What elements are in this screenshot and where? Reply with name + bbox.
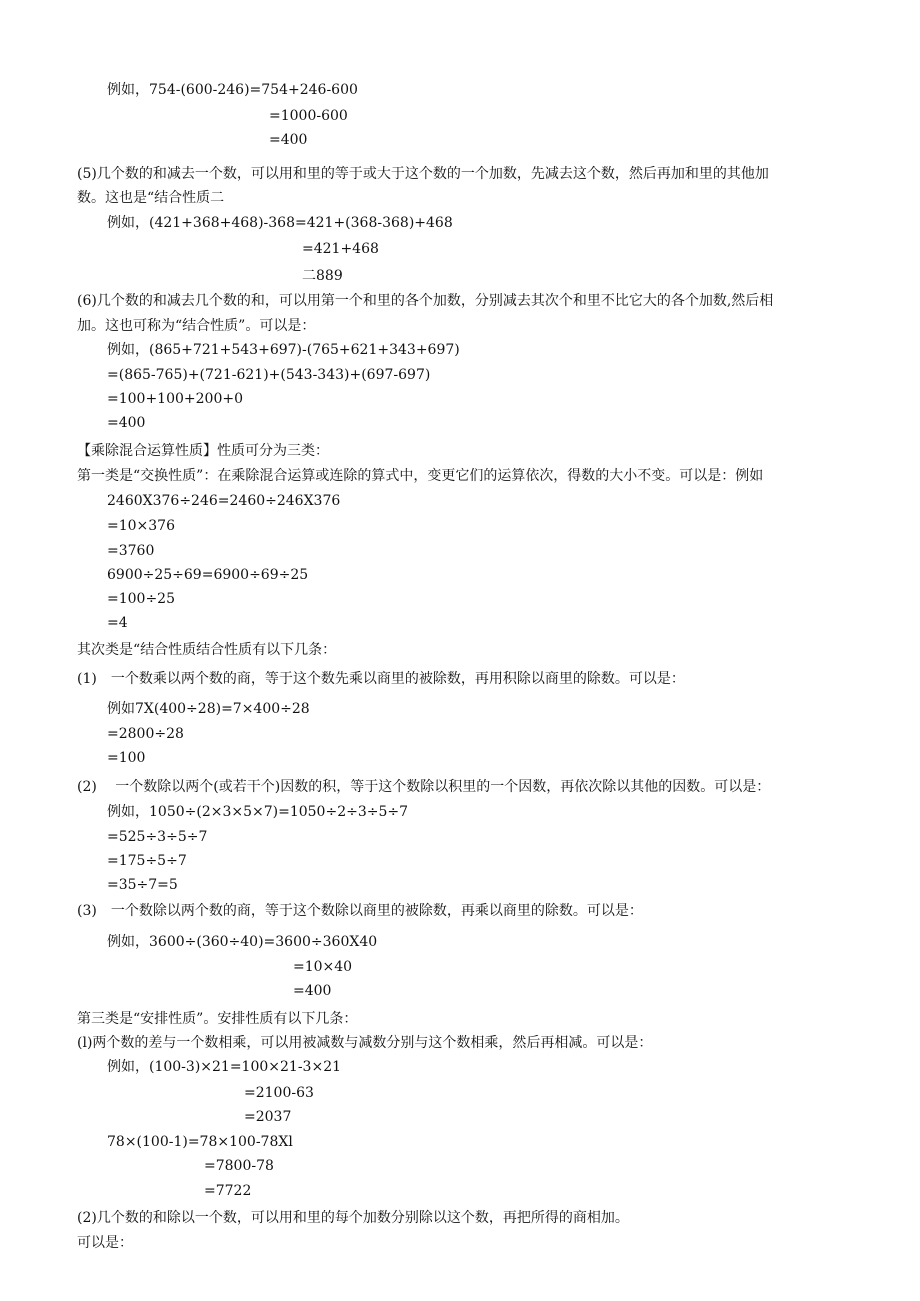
text-line: =400 <box>107 415 146 431</box>
text-line: =(865-765)+(721-621)+(543-343)+(697-697) <box>107 367 431 383</box>
text-line: =7800-78 <box>204 1158 274 1174</box>
text-line: 例如，3600÷(360÷40)=3600÷360X40 <box>107 934 378 950</box>
text-line: =10×376 <box>107 518 175 534</box>
text-line: (1) 一个数乘以两个数的商，等于这个数先乘以商里的被除数，再用积除以商里的除数。可以是： <box>77 671 685 687</box>
text-line: 二889 <box>302 268 343 284</box>
text-line: (3) 一个数除以两个数的商，等于这个数除以商里的被除数，再乘以商里的除数。可以是： <box>77 903 643 919</box>
text-line: =525÷3÷5÷7 <box>107 829 208 845</box>
text-line: =3760 <box>107 543 155 559</box>
text-line: 加。这也可称为“结合性质”。可以是： <box>77 318 316 334</box>
text-line: 例如，(865+721+543+697)-(765+621+343+697) <box>107 342 460 358</box>
text-line: 其次类是“结合性质结合性质有以下几条： <box>77 642 337 658</box>
text-line: =100÷25 <box>107 591 175 607</box>
text-line: 第三类是“安排性质”。安排性质有以下几条： <box>77 1011 358 1027</box>
text-line: (6)几个数的和减去几个数的和，可以用第一个和里的各个加数，分别减去其次个和里不比它大的各个加数,然后相 <box>77 293 774 309</box>
text-line: 例如，754-(600-246)=754+246-600 <box>107 82 358 98</box>
section-heading: 【乘除混合运算性质】性质可分为三类： <box>77 443 329 459</box>
text-line: =400 <box>293 983 332 999</box>
text-line: 例如，1050÷(2×3×5×7)=1050÷2÷3÷5÷7 <box>107 804 409 820</box>
text-line: =4 <box>107 615 128 631</box>
text-line: 6900÷25÷69=6900÷69÷25 <box>107 567 309 583</box>
text-line: (2)几个数的和除以一个数，可以用和里的每个加数分别除以这个数，再把所得的商相加。 <box>77 1210 629 1226</box>
text-line: =400 <box>269 132 308 148</box>
text-line: 第一类是“交换性质”：在乘除混合运算或连除的算式中，变更它们的运算依次，得数的大小不变。可以是：例如 <box>77 468 764 484</box>
text-line: =100 <box>107 750 146 766</box>
text-line: =35÷7=5 <box>107 877 178 893</box>
text-line: =2800÷28 <box>107 726 184 742</box>
text-line: =100+100+200+0 <box>107 391 243 407</box>
text-line: 78×(100-1)=78×100-78Xl <box>107 1134 293 1150</box>
text-line: =421+468 <box>302 241 379 257</box>
text-line: =175÷5÷7 <box>107 853 187 869</box>
text-line: (5)几个数的和减去一个数，可以用和里的等于或大于这个数的一个加数，先减去这个数，然后再加和里的其他加 <box>77 166 769 182</box>
text-line: 例如，(421+368+468)-368=421+(368-368)+468 <box>107 215 453 231</box>
text-line: (l)两个数的差与一个数相乘，可以用被减数与减数分别与这个数相乘，然后再相减。可以是： <box>77 1035 653 1051</box>
text-line: 数。这也是“结合性质二 <box>77 190 225 206</box>
text-line: 例如7X(400÷28)=7×400÷28 <box>107 701 310 717</box>
text-line: (2) 一个数除以两个(或若干个)因数的积，等于这个数除以积里的一个因数，再依次除以其他的因数。可以是： <box>77 779 771 795</box>
text-line: =2037 <box>244 1109 292 1125</box>
text-line: =7722 <box>204 1183 252 1199</box>
text-line: =2100-63 <box>244 1085 314 1101</box>
text-line: =10×40 <box>293 959 353 975</box>
text-line: 可以是： <box>77 1235 133 1251</box>
text-line: 例如，(100-3)×21=100×21-3×21 <box>107 1059 342 1075</box>
text-line: 2460X376÷246=2460÷246X376 <box>107 493 341 509</box>
text-line: =1000-600 <box>269 108 348 124</box>
